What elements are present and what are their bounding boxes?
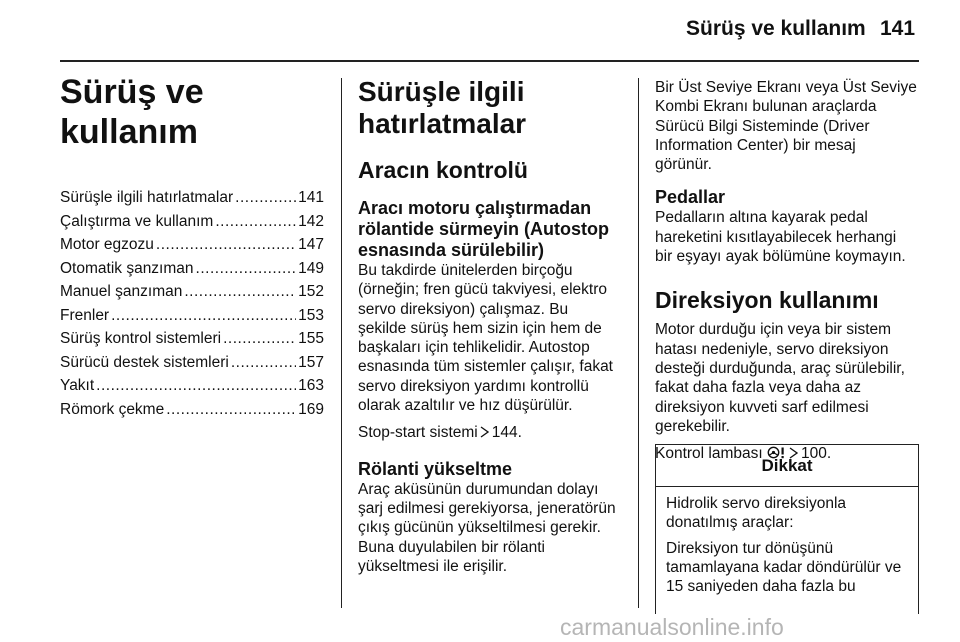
toc-entry-page: 141: [298, 189, 324, 206]
toc-entry-label: Römork çekme: [60, 400, 165, 418]
toc-leader: [196, 260, 297, 277]
toc-entry[interactable]: [60, 189, 324, 213]
toc-entry-page: 142: [298, 212, 324, 230]
toc-leader: [111, 307, 296, 324]
text-line: Bu takdirde ünitelerden birçoğu: [358, 262, 573, 279]
toc-entry-label: Otomatik şanzıman: [60, 259, 194, 277]
toc-entry-label: Çalıştırma ve kullanım: [60, 212, 214, 230]
toc-entry-page: 147: [298, 236, 324, 253]
toc-entry[interactable]: [60, 260, 324, 284]
vehicle-control-subheading: [358, 198, 626, 261]
toc-leader: [156, 236, 296, 253]
text-line: Buna duyulabilen bir rölanti: [358, 538, 545, 556]
text-line: Direksiyon tur dönüşünü: [666, 539, 834, 557]
toc-entry-page: 149: [298, 259, 324, 277]
text-line: görünür.: [655, 156, 712, 174]
text-line: Kombi Ekranı bulunan araçlarda: [655, 98, 877, 116]
text-line: servo direksiyon) çalışmaz. Bu: [358, 300, 569, 318]
toc-entry[interactable]: [60, 401, 324, 425]
subheading-line-2: rölantide sürmeyin (Autostop: [358, 219, 610, 239]
text-line: başkaları için tehlikelidir. Autostop: [358, 339, 590, 357]
column-divider-left: [341, 78, 342, 608]
toc-entry[interactable]: [60, 236, 324, 260]
subheading-line-3: esnasında sürülebilir): [358, 240, 545, 260]
pedals-heading: Pedallar: [655, 187, 726, 208]
toc-entry-label: Yakıt: [60, 377, 95, 394]
chapter-title: Sürüş ve kullanım: [60, 73, 204, 151]
text-line: fakat daha fazla veya daha az: [655, 379, 861, 397]
text-line: servo direksiyon yardımı kontrollü: [358, 377, 589, 395]
steering-paragraph: [655, 320, 921, 436]
toc-leader: [215, 213, 296, 230]
vehicle-control-paragraph: [358, 261, 626, 415]
toc-entry-label: Sürüşle ilgili hatırlatmalar: [60, 189, 234, 206]
vehicle-control-heading: Aracın kontrolü: [358, 157, 528, 183]
text-line: (örneğin; fren gücü takviyesi, elektro: [358, 281, 607, 299]
toc-entry-page: 157: [298, 353, 324, 371]
pedals-paragraph: [655, 208, 921, 266]
running-header-title: Sürüş ve kullanım: [686, 17, 866, 40]
toc-leader: [223, 330, 296, 347]
toc-entry-label: Frenler: [60, 306, 110, 324]
middle-column: [358, 76, 626, 576]
text-line: Information Center) bir mesaj: [655, 136, 856, 154]
page-number: 141: [880, 17, 916, 40]
toc-entry-label: Manuel şanzıman: [60, 283, 183, 300]
text-line: bir eşyayı ayak bölümüne koymayın.: [655, 248, 906, 266]
toc-entry[interactable]: [60, 354, 324, 378]
text-line: Araç aküsünün durumundan dolayı: [358, 480, 599, 498]
text-line: Bir Üst Seviye Ekranı veya Üst Seviye: [655, 79, 917, 96]
caution-paragraph-2: [666, 539, 908, 597]
text-line: 15 saniyeden daha fazla bu: [666, 578, 856, 596]
idle-boost-heading: Rölanti yükseltme: [358, 458, 513, 479]
control-lamp-label: Kontrol lambası: [655, 445, 763, 463]
section-title-line-1: Sürüşle ilgili: [358, 76, 525, 107]
toc-leader: [96, 377, 296, 394]
right-column: [655, 78, 921, 463]
text-line: Hidrolik servo direksiyonla: [666, 495, 847, 512]
toc-entry-label: Sürücü destek sistemleri: [60, 353, 229, 371]
section-title: [358, 76, 626, 140]
stop-start-page: 144.: [491, 424, 522, 442]
driver-info-paragraph: [655, 78, 921, 174]
header-rule: [60, 60, 919, 62]
text-line: Pedalların altına kayarak pedal: [655, 209, 868, 227]
caution-paragraph-1: [666, 494, 908, 533]
toc-leader: [166, 401, 296, 418]
toc-entry-page: 152: [298, 283, 324, 300]
toc-entry-page: 163: [298, 377, 324, 394]
chapter-column: [60, 72, 324, 424]
toc-entry[interactable]: [60, 213, 324, 237]
text-line: Motor durduğu için veya bir sistem: [655, 321, 892, 339]
column-divider-right: [638, 78, 639, 608]
steering-heading: Direksiyon kullanımı: [655, 287, 879, 314]
text-line: esnasında tüm sistemler çalışır, fakat: [358, 358, 613, 376]
toc-entry-page: 153: [298, 306, 324, 324]
idle-boost-paragraph: [358, 480, 626, 576]
text-line: yükseltmesi ile erişilir.: [358, 557, 508, 575]
stop-start-label: Stop-start sistemi: [358, 424, 478, 442]
toc-entry[interactable]: [60, 307, 324, 331]
text-line: desteği durduğunda, araç sürülebilir,: [655, 359, 905, 377]
toc-entry-page: 169: [298, 400, 324, 418]
text-line: direksiyon kuvveti sarf edilmesi: [655, 398, 869, 416]
text-line: çıkış gücünün yükseltilmesi gerekir.: [358, 519, 601, 537]
toc-entry-label: Sürüş kontrol sistemleri: [60, 330, 222, 347]
text-line: Sürücü Bilgi Sisteminde (Driver: [655, 117, 870, 135]
caution-title: Dikkat: [656, 445, 918, 487]
caution-box: [655, 444, 919, 614]
watermark: carmanualsonline.info: [560, 614, 784, 640]
subheading-line-1: Aracı motoru çalıştırmadan: [358, 198, 592, 218]
stop-start-reference[interactable]: [358, 423, 626, 442]
caution-body: [656, 494, 918, 596]
text-line: donatılmış araçlar:: [666, 514, 794, 532]
page-reference-arrow-icon: [480, 426, 489, 438]
toc-entry-page: 155: [298, 330, 324, 347]
control-lamp-page: 100.: [801, 445, 832, 463]
toc-entry[interactable]: [60, 330, 324, 354]
section-title-line-2: hatırlatmalar: [358, 108, 527, 139]
text-line: tamamlayana kadar döndürülür ve: [666, 558, 902, 576]
table-of-contents: [60, 189, 324, 424]
text-line: gerekebilir.: [655, 417, 730, 435]
text-line: şarj edilmesi gerekiyorsa, jeneratörün: [358, 499, 616, 517]
toc-leader: [184, 283, 296, 300]
toc-entry[interactable]: [60, 283, 324, 307]
text-line: hareketini kısıtlayabilecek herhangi: [655, 228, 897, 246]
text-line: hatası nedeniyle, servo direksiyon: [655, 340, 889, 358]
text-line: olarak azaltılır ve hız düşürülür.: [358, 397, 573, 415]
text-line: şekilde sürüş hem sizin için hem de: [358, 319, 602, 337]
toc-entry[interactable]: [60, 377, 324, 401]
toc-leader: [231, 354, 296, 371]
toc-leader: [235, 189, 296, 206]
toc-entry-label: Motor egzozu: [60, 236, 154, 253]
